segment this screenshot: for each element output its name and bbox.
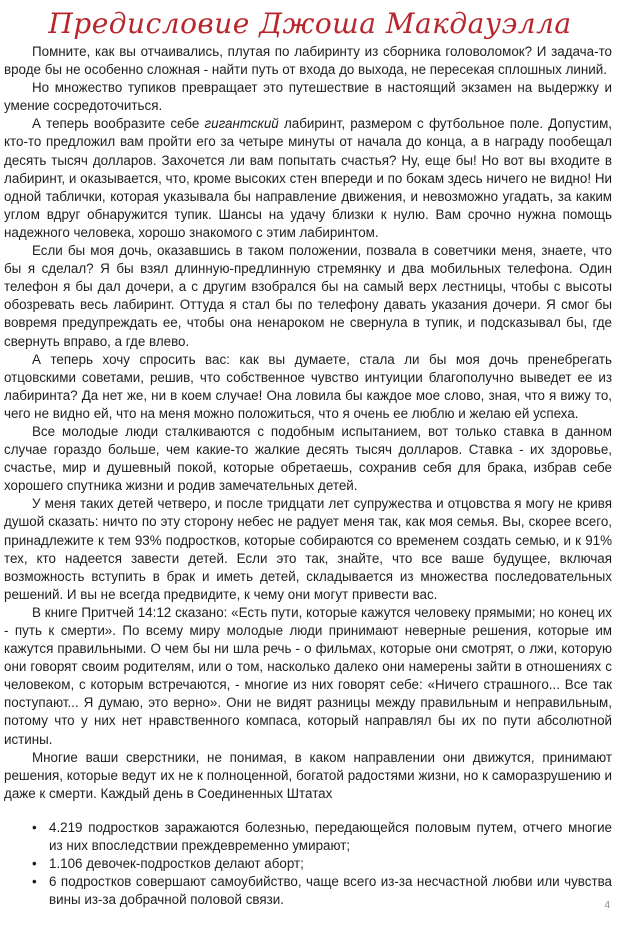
paragraph bbox=[4, 115, 612, 242]
statistics-list bbox=[4, 819, 612, 909]
document-body bbox=[4, 43, 612, 909]
bullet-icon: • bbox=[32, 856, 37, 872]
bullet-icon: • bbox=[32, 874, 37, 890]
list-item bbox=[4, 855, 612, 873]
paragraph: Все молодые люди сталкиваются с подобным испытанием, вот только ставка в данном случае гораздо больше, чем какие-то жалкие десять тысяч долларов. Ставка - их здоровье, счастье, мир и душевный покой, которые обретаешь, сохранив себя для брака, избрав себе хорошего спутника жизни и родив замечательных детей. bbox=[4, 423, 612, 494]
page-number: 4 bbox=[604, 900, 610, 911]
paragraph: Помните, как вы отчаивались, плутая по лабиринту из сборника головоломок? И задача-то вроде бы не особенно сложная - найти путь от входа до выхода, не пересекая сплошных линий. bbox=[4, 44, 612, 78]
list-item bbox=[4, 873, 612, 909]
list-item bbox=[4, 819, 612, 855]
paragraph-text: А теперь вообразите себе bbox=[32, 116, 205, 132]
paragraph: Но множество тупиков превращает это путешествие в настоящий экзамен на выдержку и умение сосредоточиться. bbox=[4, 80, 612, 114]
bullet-icon: • bbox=[32, 819, 37, 835]
list-item-text: 1.106 девочек-подростков делают аборт; bbox=[49, 856, 304, 872]
paragraph-text: лабиринт, размером с футбольное поле. Допустим, кто-то предложил вам пройти его за четыре минуты от начала до конца, а в награду пообещал десять тысяч долларов. Захочется ли вам попытать счастья? Ну, еще бы! Но вот вы входите в лабиринт, и оказывается, что, кроме высоких стен впереди и по бокам здесь ничего не видно! Ни одной таблички, которая указывала бы направление движения, и невозможно угадать, за каким углом вдруг обнаружится тупик. Шансы на удачу близки к нулю. Вам срочно нужна помощь надежного человека, хорошо знакомого с этим лабиринтом. bbox=[4, 116, 612, 240]
page-title: Предисловие Джоша Макдауэлла bbox=[48, 7, 572, 40]
paragraph: А теперь хочу спросить вас: как вы думаете, стала ли бы моя дочь пренебрегать отцовскими советами, решив, что собственное чувство интуиции благополучно выведет ее из лабиринта? Да нет же, ни в коем случае! Она ловила бы каждое мое слово, зная, что я вижу то, чего не видно ей, что на меня можно положиться, что я очень ее люблю и желаю ей успеха. bbox=[4, 351, 612, 421]
paragraph: В книге Притчей 14:12 сказано: «Есть пути, которые кажутся человеку прямыми; но конец их - путь к смерти». По всему миру молодые люди принимают неверные решения, которые им кажутся правильными. О чем бы ни шла речь - о фильмах, которые они смотрят, о лжи, которую они говорят своим родителям, или о том, насколько далеко они намерены зайти в отношениях с человеком, с которым встречаются, - многие из них говорят себе: «Ничего страшного... Все так поступают... Я думаю, это верно». Они не видят разницы между правильным и неправильным, потому что у них нет нравственного компаса, который направлял бы их по пути абсолютной истины. bbox=[4, 604, 612, 747]
emphasized-word: гигантский bbox=[204, 116, 279, 132]
paragraph: Многие ваши сверстники, не понимая, в каком направлении они движутся, принимают решения, которые ведут их не к полноценной, богатой радостями жизни, но к саморазрушению и даже к смерти. Каждый день в Соединенных Штатах bbox=[4, 749, 612, 801]
list-item-text: 4.219 подростков заражаются болезнью, передающейся половым путем, отчего многие из них впоследствии преждевременно умирают; bbox=[49, 819, 612, 854]
list-item-text: 6 подростков совершают самоубийство, чаще всего из-за несчастной любви или чувства вины из-за добрачной половой связи. bbox=[49, 874, 612, 908]
paragraph: Если бы моя дочь, оказавшись в таком положении, позвала в советчики меня, знаете, что бы я сделал? Я бы взял длинную-предлинную стремянку и два мобильных телефона. Один телефон я бы дал дочери, а с другим взобрался бы на самый верх лестницы, чтобы с высоты обозревать весь лабиринт. Оттуда я стал бы по телефону давать указания дочери. Я смог бы вовремя предупреждать ее, чтобы она ненароком не свернула в тупик, и подсказывал бы, где свернуть вправо, а где влево. bbox=[4, 243, 612, 349]
paragraph: У меня таких детей четверо, и после тридцати лет супружества и отцовства я могу не кривя душой сказать: ничто по эту сторону небес не радует меня так, как моя семья. Вы, скорее всего, принадлежите к тем 93% подростков, которые собираются со временем создать семью, и к 91% тех, кто надеется завести детей. Если это так, знайте, что все ваше будущее, включая возможность вступить в брак и иметь детей, складывается из множества последовательных решений. И вы не всегда предвидите, к чему они могут привести вас. bbox=[4, 496, 612, 602]
